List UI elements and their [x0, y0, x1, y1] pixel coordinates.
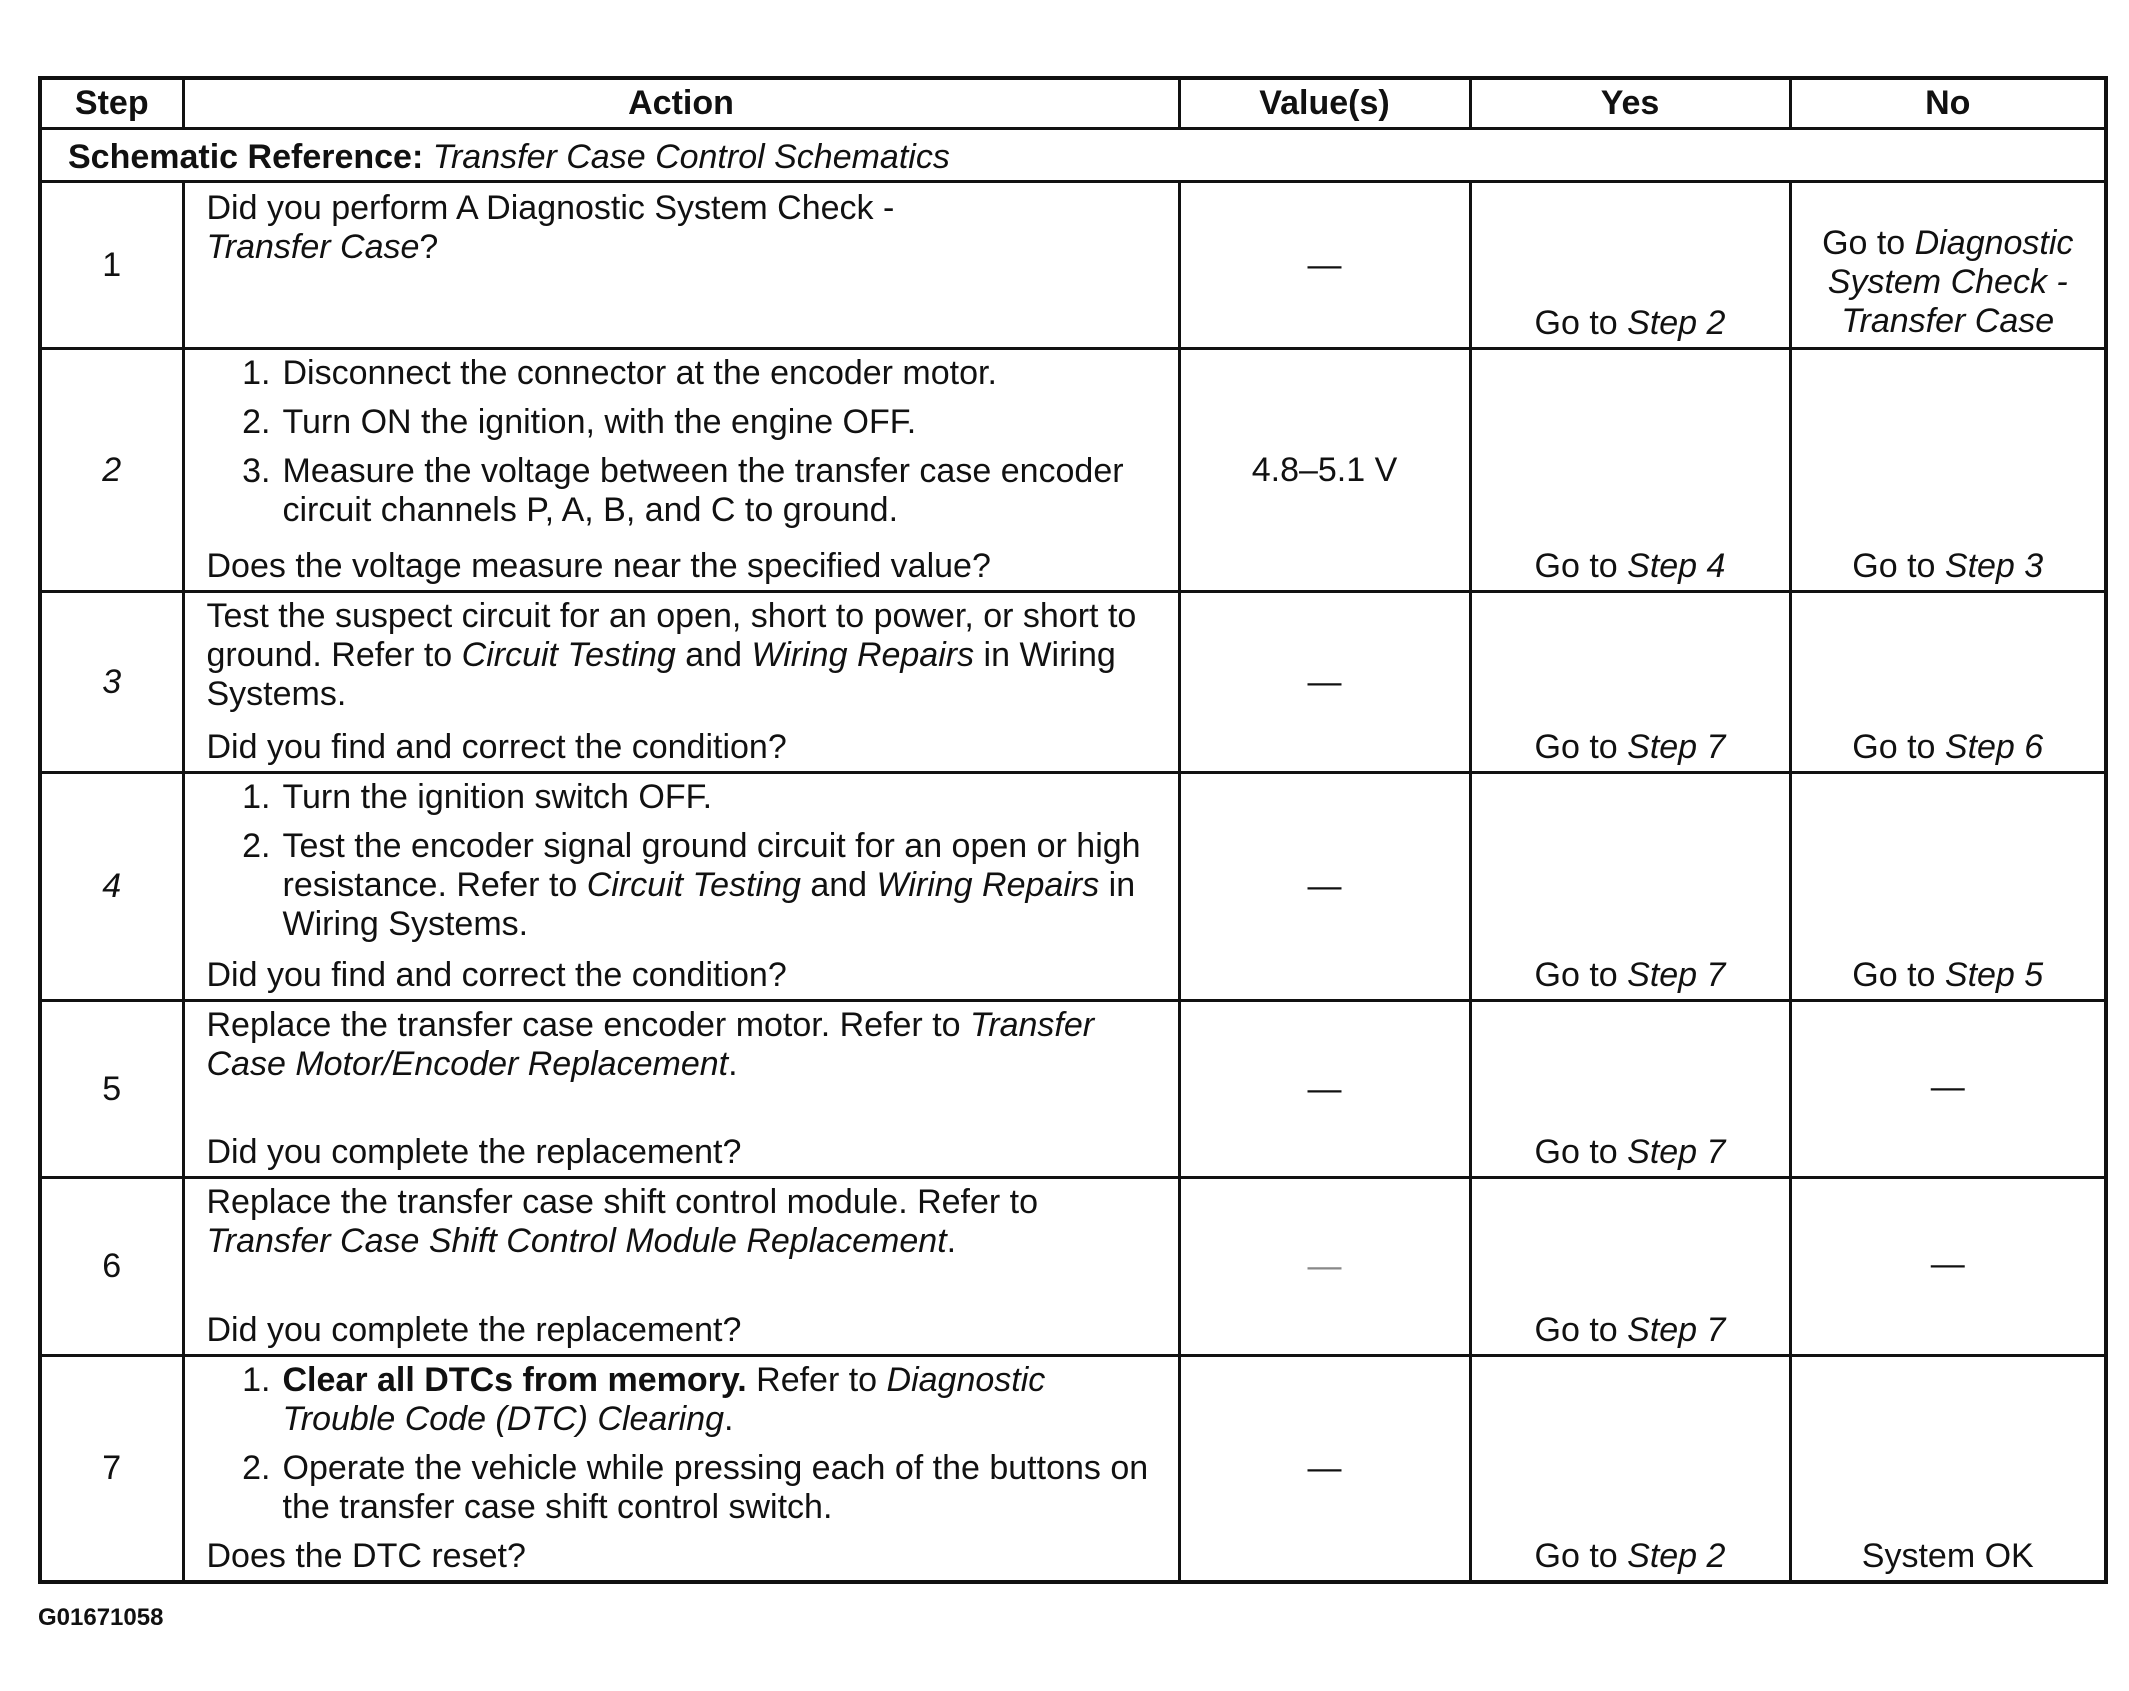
action-question: Did you complete the replacement? [206, 1133, 742, 1171]
step-number: 5 [40, 1001, 183, 1178]
go-to-step: Step 6 [1944, 728, 2044, 766]
table-row [40, 182, 2106, 349]
header-no: No [1790, 78, 2106, 129]
step-number: 1 [40, 182, 183, 349]
schematic-label: Schematic Reference: [68, 137, 424, 176]
action-text: ? [419, 228, 439, 266]
list-item: 2. Test the encoder signal ground circuit for an open or high resistance. Refer to Circuit Testing and Wiring Repairs in Wiring Systems. [242, 827, 1141, 943]
list-item: 2. Operate the vehicle while pressing each of the buttons on the transfer case shift control switch. [242, 1449, 1149, 1526]
action-cell [183, 182, 1179, 349]
step-number: 6 [40, 1178, 183, 1356]
table-row [40, 592, 2106, 773]
action-question: Did you complete the replacement? [206, 1311, 742, 1349]
action-cell [183, 1001, 1179, 1178]
value-cell: — [1179, 182, 1470, 349]
action-text: Test the suspect circuit for an open, short to power, or short to ground. Refer to Circuit Testing and Wiring Repairs in Wiring Systems. [206, 597, 1137, 713]
table-row [40, 773, 2106, 1001]
table-row [40, 1001, 2106, 1178]
no-cell: — [1790, 1001, 2106, 1178]
action-question: Does the voltage measure near the specified value? [206, 547, 991, 585]
no-reference: Diagnostic System Check - Transfer Case [1827, 224, 2074, 340]
action-question: Did you find and correct the condition? [206, 956, 787, 994]
value-cell: — [1179, 1356, 1470, 1583]
table-row [40, 1356, 2106, 1583]
yes-cell: Go to Step 2 [1470, 1356, 1790, 1583]
value-cell: 4.8–5.1 V [1179, 349, 1470, 592]
yes-cell: Go to Step 7 [1470, 1178, 1790, 1356]
header-yes: Yes [1470, 78, 1790, 129]
step-number: 3 [40, 592, 183, 773]
no-cell: Go to Step 3 [1790, 349, 2106, 592]
no-cell: System OK [1790, 1356, 2106, 1583]
yes-cell: Go to Step 7 [1470, 592, 1790, 773]
header-action: Action [183, 78, 1179, 129]
action-cell [183, 1356, 1179, 1583]
diagnostic-table [38, 76, 2108, 1584]
go-to-step: Step 5 [1944, 956, 2044, 994]
action-cell [183, 773, 1179, 1001]
go-to-step: Step 3 [1944, 547, 2044, 585]
go-to-step: Step 7 [1627, 1133, 1726, 1171]
header-row [40, 78, 2106, 129]
action-text: Did you perform A Diagnostic System Check - [206, 189, 895, 227]
action-cell [183, 349, 1179, 592]
list-item: 3. Measure the voltage between the transfer case encoder circuit channels P, A, B, and C to ground. [242, 452, 1124, 529]
yes-cell [1470, 182, 1790, 349]
go-to-step: Step 7 [1627, 1311, 1726, 1349]
step-number: 7 [40, 1356, 183, 1583]
list-item: 2. Turn ON the ignition, with the engine OFF. [242, 403, 917, 441]
list-item: 1. Clear all DTCs from memory. Refer to Diagnostic Trouble Code (DTC) Clearing. [242, 1361, 1046, 1438]
step-number: 2 [40, 349, 183, 592]
no-cell: Go to Step 5 [1790, 773, 2106, 1001]
table-row [40, 1178, 2106, 1356]
value-cell: — [1179, 1178, 1470, 1356]
go-to-step: Step 4 [1627, 547, 1726, 585]
go-to-text: Go to [1534, 304, 1628, 342]
no-cell: — [1790, 1178, 2106, 1356]
go-to-step: Step 7 [1627, 728, 1726, 766]
yes-cell: Go to Step 7 [1470, 773, 1790, 1001]
step-number: 4 [40, 773, 183, 1001]
table-row [40, 349, 2106, 592]
no-cell: Go to Step 6 [1790, 592, 2106, 773]
action-text: Replace the transfer case shift control module. Refer to Transfer Case Shift Control Module Replacement. [206, 1183, 1039, 1260]
go-to-step: Step 2 [1627, 304, 1726, 342]
schematic-row [40, 129, 2106, 182]
value-cell: — [1179, 773, 1470, 1001]
action-cell [183, 592, 1179, 773]
go-to-text: Go to [1822, 224, 1915, 262]
action-question: Does the DTC reset? [206, 1537, 526, 1575]
list-item: 1. Turn the ignition switch OFF. [242, 778, 713, 816]
action-cell [183, 1178, 1179, 1356]
header-values: Value(s) [1179, 78, 1470, 129]
go-to-step: Step 2 [1627, 1537, 1726, 1575]
value-cell: — [1179, 592, 1470, 773]
yes-cell: Go to Step 7 [1470, 1001, 1790, 1178]
list-item: 1. Disconnect the connector at the encoder motor. [242, 354, 997, 392]
action-text-italic: Transfer Case [206, 228, 420, 266]
figure-id: G01671058 [38, 1604, 164, 1631]
schematic-link: Transfer Case Control Schematics [432, 137, 950, 176]
action-text: Replace the transfer case encoder motor. Refer to Transfer Case Motor/Encoder Replacement. [206, 1006, 1095, 1083]
header-step: Step [40, 78, 183, 129]
value-cell: — [1179, 1001, 1470, 1178]
yes-cell: Go to Step 4 [1470, 349, 1790, 592]
schematic-reference [40, 129, 2106, 182]
action-question: Did you find and correct the condition? [206, 728, 787, 766]
no-cell [1790, 182, 2106, 349]
go-to-step: Step 7 [1627, 956, 1726, 994]
